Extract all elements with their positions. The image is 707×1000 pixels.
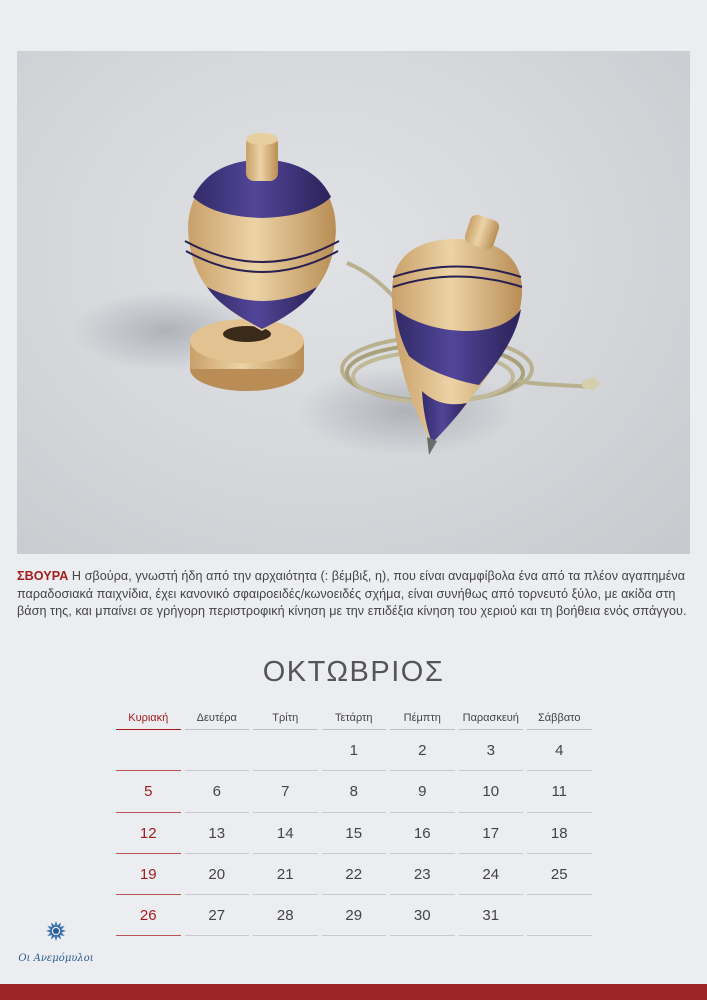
day-cell: 15 <box>320 813 389 854</box>
spinning-tops-photo <box>17 51 690 554</box>
logo-name: Οι Ανεμόμυλοι <box>18 953 94 964</box>
day-cell: 14 <box>251 813 320 854</box>
day-cell: 29 <box>320 895 389 936</box>
day-cell: 28 <box>251 895 320 936</box>
month-title: ΟΚΤΩΒΡΙΟΣ <box>262 656 445 688</box>
day-cell: 24 <box>457 854 526 895</box>
day-cell: 13 <box>183 813 252 854</box>
day-cell: 21 <box>251 854 320 895</box>
day-cell: 11 <box>525 771 594 812</box>
day-cell: 30 <box>388 895 457 936</box>
day-cell: 31 <box>457 895 526 936</box>
windmill-sun-icon <box>44 920 68 942</box>
weekday-sunday: Κυριακή <box>114 708 183 730</box>
day-cell <box>251 730 320 771</box>
day-cell: 17 <box>457 813 526 854</box>
caption-text: Η σβούρα, γνωστή ήδη από την αρχαιότητα (: βέμβιξ, η), που είναι αναμφίβολα ένα από τα πλέον αγαπημένα παραδοσιακά παιχνίδια, έχει κανονικό σφαιροειδές/κωνοειδές σχήμα, είναι συνήθως από τορνευτό ξύλο, με ακίδα στη βάση της, και μπαίνει σε γρήγορη περιστροφική κίνηση με την επιδέξια κίνηση του χεριού και τη βοήθεια ενός σπάγγου. <box>17 569 687 619</box>
day-cell: 1 <box>320 730 389 771</box>
day-cell: 3 <box>457 730 526 771</box>
day-cell: 12 <box>114 813 183 854</box>
weekday-wednesday: Τετάρτη <box>320 708 389 730</box>
calendar-grid <box>114 708 594 936</box>
organization-logo <box>18 920 94 970</box>
day-cell: 23 <box>388 854 457 895</box>
weekday-monday: Δευτέρα <box>183 708 252 730</box>
weekday-tuesday: Τρίτη <box>251 708 320 730</box>
weekday-header-row <box>114 708 594 730</box>
day-cell: 9 <box>388 771 457 812</box>
calendar-week-4 <box>114 854 594 895</box>
calendar-week-2 <box>114 771 594 812</box>
calendar-week-3 <box>114 813 594 854</box>
day-cell: 4 <box>525 730 594 771</box>
day-cell: 25 <box>525 854 594 895</box>
day-cell <box>525 895 594 936</box>
footer-bar <box>0 984 707 1000</box>
day-cell: 8 <box>320 771 389 812</box>
weekday-friday: Παρασκευή <box>457 708 526 730</box>
day-cell: 18 <box>525 813 594 854</box>
day-cell <box>183 730 252 771</box>
day-cell: 22 <box>320 854 389 895</box>
logo-tagline-decoration <box>18 947 94 952</box>
photo-caption <box>17 568 690 621</box>
day-cell: 27 <box>183 895 252 936</box>
day-cell: 10 <box>457 771 526 812</box>
weekday-saturday: Σάββατο <box>525 708 594 730</box>
calendar-week-5 <box>114 895 594 936</box>
weekday-thursday: Πέμπτη <box>388 708 457 730</box>
day-cell: 5 <box>114 771 183 812</box>
calendar-week-1 <box>114 730 594 771</box>
day-cell: 19 <box>114 854 183 895</box>
day-cell <box>114 730 183 771</box>
day-cell: 7 <box>251 771 320 812</box>
spinning-tops-illustration <box>17 51 690 554</box>
day-cell: 16 <box>388 813 457 854</box>
day-cell: 20 <box>183 854 252 895</box>
caption-title: ΣΒΟΥΡΑ <box>17 569 69 583</box>
day-cell: 26 <box>114 895 183 936</box>
day-cell: 2 <box>388 730 457 771</box>
day-cell: 6 <box>183 771 252 812</box>
